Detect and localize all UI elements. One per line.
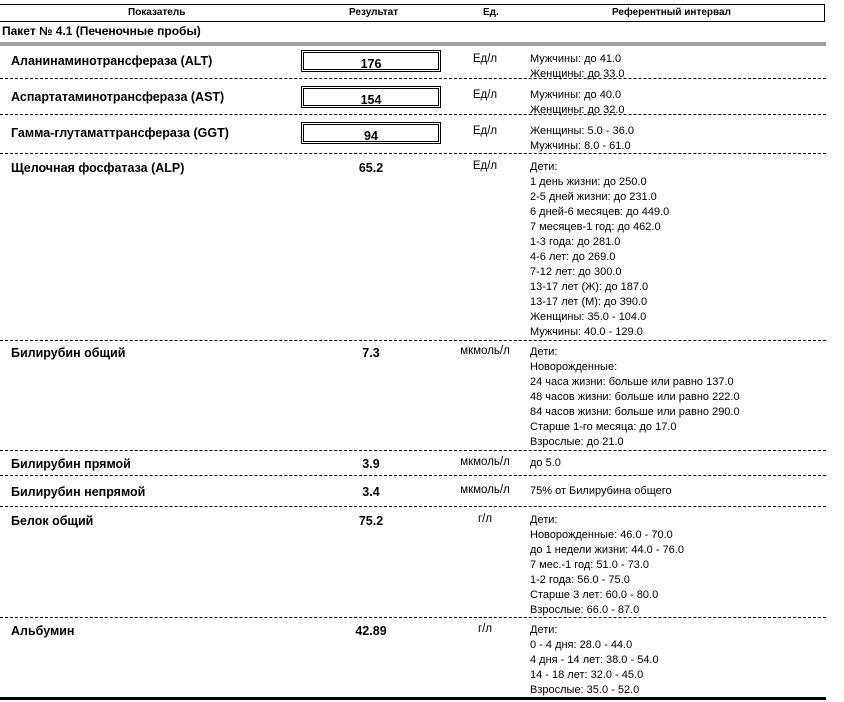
analyte-name: Белок общий	[11, 514, 94, 528]
reference-interval	[530, 623, 659, 698]
reference-line: до 5.0	[530, 457, 561, 469]
unit: Ед/л	[472, 160, 498, 172]
result-value: 75.2	[358, 514, 384, 528]
reference-line: Взрослые: 66.0 - 87.0	[530, 604, 640, 616]
reference-interval	[530, 456, 561, 471]
row-divider	[0, 153, 826, 154]
analyte-name: Билирубин прямой	[11, 457, 131, 471]
reference-line: Женщины: 35.0 - 104.0	[530, 311, 647, 323]
reference-line: Женщины: до 32.0	[530, 104, 625, 116]
reference-interval	[530, 513, 684, 618]
row-divider	[0, 506, 826, 507]
reference-interval	[530, 160, 669, 340]
result-value-flagged: 154	[301, 86, 441, 108]
section-divider	[0, 42, 826, 46]
analyte-name: Аланинаминотрансфераза (ALT)	[11, 54, 213, 68]
unit: Ед/л	[472, 89, 498, 101]
unit: Ед/л	[472, 125, 498, 137]
unit: Ед/л	[472, 53, 498, 65]
analyte-name: Аспартатаминотрансфераза (AST)	[11, 90, 225, 104]
reference-line: 2-5 дней жизни: до 231.0	[530, 191, 657, 203]
row-divider	[0, 340, 826, 341]
bottom-divider	[0, 697, 826, 700]
unit: г/л	[477, 513, 493, 525]
reference-line: Женщины: 5.0 - 36.0	[530, 125, 634, 137]
reference-line: Дети:	[530, 161, 558, 173]
reference-interval	[530, 124, 634, 154]
reference-line: 13-17 лет (Ж): до 187.0	[530, 281, 649, 293]
result-value: 42.89	[355, 624, 387, 638]
reference-line: Взрослые: до 21.0	[530, 436, 624, 448]
reference-interval	[530, 484, 672, 499]
analyte-name: Гамма-глутаматтрансфераза (GGT)	[11, 126, 229, 140]
reference-line: 13-17 лет (М): до 390.0	[530, 296, 648, 308]
result-value: 3.4	[362, 485, 380, 499]
reference-line: 14 - 18 лет: 32.0 - 45.0	[530, 669, 644, 681]
row-divider	[0, 114, 826, 115]
header-result: Результат	[349, 7, 399, 18]
row-divider	[0, 617, 826, 618]
analyte-name: Альбумин	[11, 624, 75, 638]
reference-line: 48 часов жизни: больше или равно 222.0	[530, 391, 740, 403]
reference-line: 7 мес.-1 год: 51.0 - 73.0	[530, 559, 650, 571]
result-value: 7.3	[362, 346, 380, 360]
section-title: Пакет № 4.1 (Печеночные пробы)	[2, 24, 201, 38]
reference-line: Мужчины: 8.0 - 61.0	[530, 140, 631, 152]
analyte-name: Щелочная фосфатаза (ALP)	[11, 161, 185, 175]
reference-line: Новорожденные:	[530, 361, 618, 373]
row-divider	[0, 475, 826, 476]
reference-line: Дети:	[530, 514, 558, 526]
reference-line: 4 дня - 14 лет: 38.0 - 54.0	[530, 654, 659, 666]
analyte-name: Билирубин непрямой	[11, 485, 146, 499]
unit: мкмоль/л	[460, 484, 510, 496]
row-divider	[0, 450, 826, 451]
reference-line: до 1 недели жизни: 44.0 - 76.0	[530, 544, 684, 556]
reference-line: Взрослые: 35.0 - 52.0	[530, 684, 640, 696]
reference-line: Мужчины: до 41.0	[530, 53, 622, 65]
reference-line: 7-12 лет: до 300.0	[530, 266, 622, 278]
result-value: 65.2	[358, 161, 384, 175]
reference-line: Мужчины: до 40.0	[530, 89, 622, 101]
reference-line: Новорожденные: 46.0 - 70.0	[530, 529, 673, 541]
reference-line: 1-2 года: 56.0 - 75.0	[530, 574, 630, 586]
analyte-name: Билирубин общий	[11, 346, 126, 360]
table-header	[0, 4, 825, 22]
reference-line: 7 месяцев-1 год: до 462.0	[530, 221, 661, 233]
reference-line: 1 день жизни: до 250.0	[530, 176, 647, 188]
header-reference: Референтный интервал	[612, 7, 731, 18]
reference-line: 84 часов жизни: больше или равно 290.0	[530, 406, 740, 418]
reference-line: Дети:	[530, 624, 558, 636]
unit: мкмоль/л	[460, 345, 510, 357]
reference-interval	[530, 345, 740, 450]
unit: г/л	[477, 623, 493, 635]
header-unit: Ед.	[483, 7, 499, 18]
reference-line: Старше 1-го месяца: до 17.0	[530, 421, 677, 433]
unit: мкмоль/л	[460, 456, 510, 468]
reference-line: 75% от Билирубина общего	[530, 485, 672, 497]
reference-line: 6 дней-6 месяцев: до 449.0	[530, 206, 670, 218]
result-value-flagged: 94	[301, 122, 441, 144]
reference-line: Женщины: до 33.0	[530, 68, 625, 80]
header-indicator: Показатель	[128, 7, 186, 18]
reference-line: Дети:	[530, 346, 558, 358]
reference-line: 24 часа жизни: больше или равно 137.0	[530, 376, 734, 388]
reference-line: 4-6 лет: до 269.0	[530, 251, 616, 263]
result-value-flagged: 176	[301, 50, 441, 72]
reference-line: 0 - 4 дня: 28.0 - 44.0	[530, 639, 633, 651]
reference-line: 1-3 года: до 281.0	[530, 236, 621, 248]
row-divider	[0, 78, 826, 79]
reference-line: Мужчины: 40.0 - 129.0	[530, 326, 643, 338]
reference-line: Старше 3 лет: 60.0 - 80.0	[530, 589, 659, 601]
result-value: 3.9	[362, 457, 380, 471]
